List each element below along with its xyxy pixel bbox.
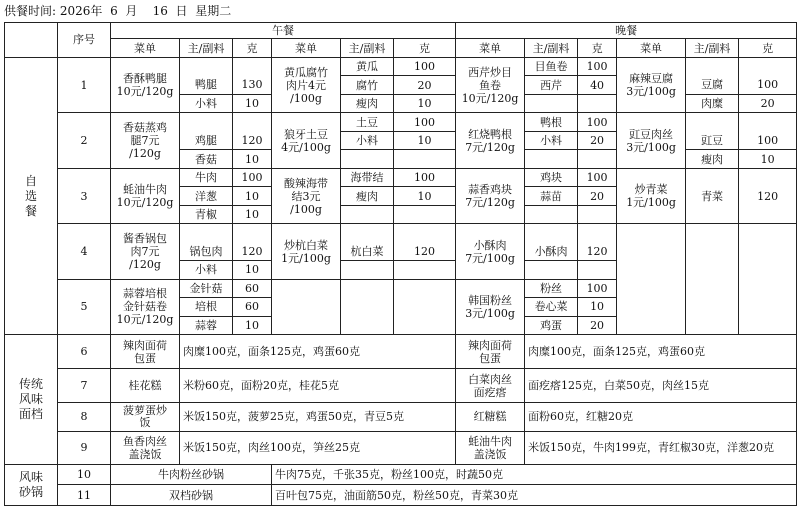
- dish-description: 面疙瘩125克，白菜50克，肉丝15克: [525, 369, 797, 403]
- gram-cell: 10: [233, 261, 272, 279]
- dish-name: 红烧鸭根 7元/120g: [456, 113, 525, 168]
- serving-day-unit: 日: [175, 4, 188, 18]
- serving-day: 16: [152, 4, 168, 18]
- gram-cell: [578, 94, 617, 112]
- ingredient-cell: 鸡块: [525, 168, 578, 186]
- gram-cell: 10: [233, 150, 272, 168]
- gram-cell: 100: [578, 57, 617, 75]
- gram-cell: [578, 150, 617, 168]
- dish-name: 炒青菜 1元/100g: [617, 168, 686, 223]
- ingredient-cell: 鸡腿: [180, 131, 233, 149]
- ingredient-cell: 粉丝: [525, 279, 578, 297]
- col-gram: 克: [578, 39, 617, 57]
- gram-cell: [394, 261, 456, 279]
- seq-6: 6: [58, 335, 111, 369]
- serving-year: 2026年: [59, 4, 103, 18]
- ingredient-cell: 金针菇: [180, 279, 233, 297]
- ingredient-cell: 蒜蓉: [180, 316, 233, 334]
- gram-cell: 20: [394, 76, 456, 94]
- gram-cell: [233, 224, 272, 242]
- gram-cell: 120: [233, 242, 272, 260]
- seq-header: 序号: [58, 23, 111, 58]
- ingredient-cell: [686, 168, 739, 186]
- gram-cell: [233, 57, 272, 75]
- dish-description: 米饭150克，牛肉199克，青红椒30克，洋葱20克: [525, 431, 797, 464]
- col-menu: 菜单: [617, 39, 686, 57]
- ingredient-cell: 瘦肉: [341, 94, 394, 112]
- gram-cell: 40: [578, 76, 617, 94]
- dish-name: 香菇蒸鸡 腿7元 /120g: [111, 113, 180, 168]
- ingredient-cell: 青菜: [686, 187, 739, 205]
- ingredient-cell: 豆腐: [686, 76, 739, 94]
- ingredient-cell: 瘦肉: [341, 187, 394, 205]
- ingredient-cell: [180, 224, 233, 242]
- ingredient-cell: 小料: [341, 131, 394, 149]
- gram-cell: 10: [394, 94, 456, 112]
- serving-weekday: 星期二: [195, 4, 232, 18]
- pot-description: 百叶包75克，油面筋50克，粉丝50克，青菜30克: [272, 485, 797, 506]
- dish-name: 白菜肉丝 面疙瘩: [456, 369, 525, 403]
- ingredient-empty: [341, 279, 394, 334]
- gram-cell: [233, 113, 272, 131]
- dish-description: 面粉60克，红糖20克: [525, 403, 797, 432]
- seq-7: 7: [58, 369, 111, 403]
- section-self-select: 自 选 餐: [5, 57, 58, 334]
- serving-date: [4, 4, 231, 18]
- ingredient-cell: [525, 261, 578, 279]
- dish-name: 酱香锅包 肉7元 /120g: [111, 224, 180, 279]
- ingredient-cell: 西芹: [525, 76, 578, 94]
- ingredient-cell: 小料: [180, 261, 233, 279]
- dish-name: 菠萝蛋炒 饭: [111, 403, 180, 432]
- ingredient-cell: [341, 224, 394, 242]
- ingredient-cell: 洋葱: [180, 187, 233, 205]
- ingredient-cell: 目鱼卷: [525, 57, 578, 75]
- ingredient-cell: 卷心菜: [525, 298, 578, 316]
- seq-2: 2: [58, 113, 111, 168]
- col-menu: 菜单: [111, 39, 180, 57]
- col-ingredient: 主/副料: [525, 39, 578, 57]
- gram-cell: 100: [578, 168, 617, 186]
- gram-cell: 100: [233, 168, 272, 186]
- dish-name-empty: [272, 279, 341, 334]
- col-ingredient: 主/副料: [686, 39, 739, 57]
- gram-cell: 10: [739, 150, 797, 168]
- col-menu: 菜单: [456, 39, 525, 57]
- corner-cell: [5, 23, 58, 58]
- dish-name: 麻辣豆腐 3元/100g: [617, 57, 686, 112]
- col-menu: 菜单: [272, 39, 341, 57]
- gram-cell: 120: [578, 242, 617, 260]
- dish-description: 肉糜100克，面条125克，鸡蛋60克: [525, 335, 797, 369]
- gram-cell: 10: [394, 131, 456, 149]
- dish-name: 香酥鸭腿 10元/120g: [111, 57, 180, 112]
- ingredient-cell: [686, 113, 739, 131]
- ingredient-cell: 鸭腿: [180, 76, 233, 94]
- dish-name: 鱼香肉丝 盖浇饭: [111, 431, 180, 464]
- col-gram: 克: [394, 39, 456, 57]
- seq-9: 9: [58, 431, 111, 464]
- gram-cell: 120: [394, 242, 456, 260]
- seq-4: 4: [58, 224, 111, 279]
- dish-name: 辣肉面荷 包蛋: [111, 335, 180, 369]
- gram-cell: 100: [578, 113, 617, 131]
- section-traditional-noodles: 传统 风味 面档: [5, 335, 58, 464]
- dish-name: 辣肉面荷 包蛋: [456, 335, 525, 369]
- gram-cell: 20: [578, 316, 617, 334]
- seq-1: 1: [58, 57, 111, 112]
- gram-empty: [394, 279, 456, 334]
- ingredient-cell: 小料: [180, 94, 233, 112]
- ingredient-cell: [341, 205, 394, 223]
- ingredient-cell: 蒜苗: [525, 187, 578, 205]
- ingredient-cell: [180, 57, 233, 75]
- dish-name: 红糖糕: [456, 403, 525, 432]
- gram-cell: 10: [233, 316, 272, 334]
- col-ingredient: 主/副料: [180, 39, 233, 57]
- gram-cell: 10: [394, 187, 456, 205]
- gram-empty: [739, 224, 797, 335]
- gram-cell: 10: [233, 205, 272, 223]
- ingredient-cell: 黄瓜: [341, 57, 394, 75]
- serving-month-unit: 月: [125, 4, 138, 18]
- gram-cell: [394, 205, 456, 223]
- dish-name: 蚝油牛肉 10元/120g: [111, 168, 180, 223]
- ingredient-cell: 鸡蛋: [525, 316, 578, 334]
- ingredient-cell: 青椒: [180, 205, 233, 223]
- seq-8: 8: [58, 403, 111, 432]
- gram-cell: 100: [739, 76, 797, 94]
- dish-description: 米饭150克，菠萝25克，鸡蛋50克，青豆5克: [180, 403, 456, 432]
- ingredient-cell: 培根: [180, 298, 233, 316]
- dish-name: 小酥肉 7元/100g: [456, 224, 525, 279]
- seq-3: 3: [58, 168, 111, 223]
- gram-cell: [739, 113, 797, 131]
- ingredient-cell: [525, 94, 578, 112]
- gram-cell: 60: [233, 279, 272, 297]
- gram-cell: 100: [578, 279, 617, 297]
- col-gram: 克: [739, 39, 797, 57]
- pot-name: 牛肉粉丝砂锅: [111, 464, 272, 485]
- ingredient-cell: 小酥肉: [525, 242, 578, 260]
- dish-name: 西芹炒目 鱼卷 10元/120g: [456, 57, 525, 112]
- gram-cell: [739, 168, 797, 186]
- gram-cell: 100: [394, 113, 456, 131]
- gram-cell: [739, 57, 797, 75]
- seq-5: 5: [58, 279, 111, 334]
- col-ingredient: 主/副料: [341, 39, 394, 57]
- gram-cell: 130: [233, 76, 272, 94]
- dish-name: 蒜香鸡块 7元/120g: [456, 168, 525, 223]
- seq-11: 11: [58, 485, 111, 506]
- dish-name: 豇豆肉丝 3元/100g: [617, 113, 686, 168]
- gram-cell: 20: [578, 131, 617, 149]
- ingredient-cell: 瘦肉: [686, 150, 739, 168]
- dish-description: 肉糜100克，面条125克，鸡蛋60克: [180, 335, 456, 369]
- ingredient-cell: [525, 224, 578, 242]
- gram-cell: 120: [739, 187, 797, 205]
- gram-cell: 10: [578, 298, 617, 316]
- pot-description: 牛肉75克，千张35克，粉丝100克，时蔬50克: [272, 464, 797, 485]
- gram-cell: 10: [233, 94, 272, 112]
- lunch-header: 午餐: [111, 23, 456, 39]
- ingredient-cell: [341, 261, 394, 279]
- menu-table: [4, 22, 797, 506]
- dish-name: 黄瓜腐竹 肉片4元 /100g: [272, 57, 341, 112]
- ingredient-cell: 腐竹: [341, 76, 394, 94]
- pot-name: 双档砂锅: [111, 485, 272, 506]
- ingredient-cell: [525, 150, 578, 168]
- gram-cell: [578, 205, 617, 223]
- ingredient-cell: 香菇: [180, 150, 233, 168]
- ingredient-cell: [686, 57, 739, 75]
- dish-description: 米饭150克，肉丝100克，笋丝25克: [180, 431, 456, 464]
- gram-cell: 100: [394, 168, 456, 186]
- ingredient-cell: 锅包肉: [180, 242, 233, 260]
- ingredient-cell: [341, 150, 394, 168]
- serving-date-label: 供餐时间:: [4, 4, 57, 18]
- dish-name: 狼牙土豆 4元/100g: [272, 113, 341, 168]
- col-gram: 克: [233, 39, 272, 57]
- gram-cell: [578, 261, 617, 279]
- gram-cell: 20: [739, 94, 797, 112]
- gram-cell: 10: [233, 187, 272, 205]
- gram-cell: 60: [233, 298, 272, 316]
- section-clay-pot: 风味 砂锅: [5, 464, 58, 505]
- dish-description: 米粉60克，面粉20克，桂花5克: [180, 369, 456, 403]
- gram-cell: [394, 150, 456, 168]
- ingredient-cell: 小料: [525, 131, 578, 149]
- ingredient-cell: 鸭根: [525, 113, 578, 131]
- dish-name: 蒜蓉培根 金针菇卷 10元/120g: [111, 279, 180, 334]
- ingredient-cell: [686, 205, 739, 223]
- dinner-header: 晚餐: [456, 23, 797, 39]
- gram-cell: 20: [578, 187, 617, 205]
- gram-cell: 100: [739, 131, 797, 149]
- ingredient-cell: 土豆: [341, 113, 394, 131]
- ingredient-cell: 牛肉: [180, 168, 233, 186]
- ingredient-cell: 杭白菜: [341, 242, 394, 260]
- gram-cell: [739, 205, 797, 223]
- ingredient-cell: [180, 113, 233, 131]
- ingredient-cell: 海带结: [341, 168, 394, 186]
- gram-cell: [394, 224, 456, 242]
- dish-name: 蚝油牛肉 盖浇饭: [456, 431, 525, 464]
- serving-month: 6: [110, 4, 118, 18]
- dish-name: 炒杭白菜 1元/100g: [272, 224, 341, 279]
- gram-cell: 100: [394, 57, 456, 75]
- ingredient-cell: 豇豆: [686, 131, 739, 149]
- gram-cell: [578, 224, 617, 242]
- dish-name: 桂花糕: [111, 369, 180, 403]
- ingredient-empty: [686, 224, 739, 335]
- seq-10: 10: [58, 464, 111, 485]
- gram-cell: 120: [233, 131, 272, 149]
- dish-name: 韩国粉丝 3元/100g: [456, 279, 525, 334]
- menu-sheet: [4, 22, 796, 506]
- ingredient-cell: 肉糜: [686, 94, 739, 112]
- ingredient-cell: [525, 205, 578, 223]
- dish-name-empty: [617, 224, 686, 335]
- dish-name: 酸辣海带 结3元 /100g: [272, 168, 341, 223]
